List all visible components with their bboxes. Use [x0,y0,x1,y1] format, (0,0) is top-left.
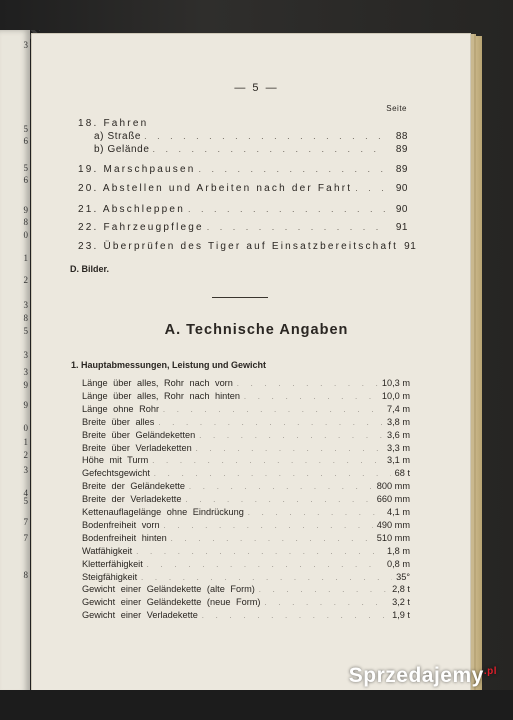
left-page-number: 6 [23,136,28,146]
spec-value: 10,3 m [381,378,410,388]
left-page-number: 3 [23,40,28,50]
spec-label: Gefechtsgewicht [82,468,150,479]
seite-label: Seite [386,104,407,113]
left-page-number: 3 [23,367,28,377]
spec-label: Watfähigkeit [82,545,133,556]
spec-label: Breite über Verladeketten [82,442,192,453]
toc-entry-title: 22. Fahrzeugpflege [78,222,204,233]
spec-label: Gewicht einer Geländekette (alte Form) [82,584,255,595]
leader-dots [185,497,372,504]
left-page-number: 9 [23,380,28,390]
left-page-number: 2 [23,275,28,285]
leader-dots [154,471,391,478]
leader-dots [141,575,392,582]
left-page-number: 9 [23,400,28,410]
spec-row [82,417,410,430]
spec-label: Länge über alles, Rohr nach hinten [82,390,241,401]
spec-value: 1,9 t [392,610,410,621]
spec-value: 3,2 t [392,597,410,608]
toc-entry-page: 90 [395,204,408,215]
leader-dots [152,458,383,465]
leader-dots [189,484,373,491]
leader-dots [147,562,383,569]
toc-entry [78,164,408,178]
toc-entry [78,183,408,197]
leader-dots [171,536,373,543]
left-page-number: 5 [23,163,28,173]
left-page-number: 1 [23,253,28,263]
spec-row [82,584,410,597]
spec-row [82,597,410,610]
toc-entry-page: 90 [395,183,408,194]
leader-dots [144,131,387,141]
leader-dots [355,183,387,193]
spec-row [82,430,410,443]
toc-entry-title: 20. Abstellen und Arbeiten nach der Fahrt [78,183,353,194]
bottom-band [0,690,513,720]
left-page-number: 7 [23,517,28,527]
left-page-number: 3 [23,350,28,360]
left-page-number: 2 [23,450,28,460]
left-page-number: 7 [23,533,28,543]
spec-label: Kletterfähigkeit [82,558,143,569]
spec-row [82,507,410,520]
leader-dots [207,222,387,232]
spec-row [82,455,410,468]
subsection-title: 1. Hauptabmessungen, Leistung und Gewicht [71,360,267,370]
spec-value: 4,1 m [387,507,410,517]
spec-row [82,520,410,533]
spec-row [82,533,410,546]
left-page-number: 0 [23,230,28,240]
spec-value: 3,3 m [387,442,410,453]
left-page-number: 5 [23,496,28,506]
left-page-number: 5 [23,124,28,134]
leader-dots [199,433,383,440]
left-page-number: 8 [23,217,28,227]
spec-label: Breite der Verladekette [82,494,182,505]
spec-value: 3,6 m [387,429,410,440]
spec-label: Breite über Geländeketten [82,429,196,440]
left-page-number: 4 [23,488,28,498]
left-page-number: 6 [23,175,28,185]
spec-row [82,391,410,404]
spec-row [82,468,410,481]
leader-dots [244,394,378,401]
toc-entry [78,118,408,132]
leader-dots [163,407,383,414]
left-page-number: 5 [23,326,28,336]
page-number: — 5 — [234,82,279,94]
watermark-logo [349,664,497,688]
toc-entry [78,204,408,218]
toc-entry-title: b) Gelände [94,144,150,155]
spec-row [82,610,410,623]
left-page-number: 3 [23,300,28,310]
toc-entry [94,144,408,158]
section-title: A. Technische Angaben [164,322,349,338]
spec-value: 510 mm [376,532,410,543]
leader-dots [152,144,387,154]
toc-entry [78,222,408,236]
toc-entry-page: 89 [395,144,408,155]
leader-dots [237,381,378,388]
toc-entry-page: 88 [395,131,408,142]
toc-entry [78,241,417,255]
toc-entry-title: 23. Überprüfen des Tiger auf Einsatzbereitschaft [78,241,399,252]
spec-label: Breite der Geländekette [82,481,186,492]
spec-row [82,546,410,559]
leader-dots [188,204,387,214]
spec-label: Gewicht einer Verladekette [82,610,198,621]
left-page-number: 0 [23,423,28,433]
leader-dots [198,164,387,174]
spec-label: Bodenfreiheit hinten [82,532,167,543]
toc-entry [94,131,408,145]
spec-label: Länge über alles, Rohr nach vorn [82,378,233,388]
watermark-text: Sprzedajemy [348,664,484,687]
toc-entry-title: a) Straße [94,131,142,142]
watermark-suffix: .pl [483,666,497,677]
leader-dots [264,600,388,607]
spec-value: 0,8 m [387,558,410,569]
spec-label: Kettenauflagelänge ohne Eindrückung [82,507,244,517]
spec-value: 800 mm [376,481,410,492]
spec-value: 1,8 m [387,545,410,556]
spec-value: 2,8 t [392,584,410,595]
spec-row [82,443,410,456]
spec-row [82,494,410,507]
spec-value: 7,4 m [387,403,410,414]
spec-row [82,572,410,585]
spec-row [82,559,410,572]
toc-entry-title: 18. Fahren [78,118,149,129]
left-page-number: 8 [23,313,28,323]
leader-dots [259,587,388,594]
spec-row [82,378,410,391]
toc-entry-page: 91 [404,241,417,252]
divider [212,297,268,298]
toc-entry-title: 19. Marschpausen [78,164,196,175]
toc-entry-page: 91 [395,222,408,233]
spec-value: 490 mm [376,519,410,530]
left-page-strip [0,30,30,695]
leader-dots [158,420,383,427]
spec-value: 10,0 m [381,390,410,401]
spec-label: Gewicht einer Geländekette (neue Form) [82,597,261,608]
leader-dots [202,613,388,620]
spec-label: Steigfähigkeit [82,571,138,582]
spec-row [82,481,410,494]
left-page-number: 9 [23,205,28,215]
toc-bilder: D. Bilder. [70,264,110,274]
toc-entry-title: 21. Abschleppen [78,204,185,215]
toc-entry-page: 89 [395,164,408,175]
leader-dots [248,510,383,517]
leader-dots [136,549,383,556]
spec-label: Höhe mit Turm [82,455,149,466]
spec-label: Länge ohne Rohr [82,403,160,414]
page-edge [470,36,482,690]
left-page-number: 3 [23,465,28,475]
leader-dots [164,523,373,530]
spec-value: 68 t [394,468,410,479]
spec-value: 35° [396,571,410,582]
left-page-number: 8 [23,570,28,580]
left-page-number: 1 [23,437,28,447]
spec-label: Bodenfreiheit vorn [82,519,160,530]
spec-row [82,404,410,417]
leader-dots [196,446,383,453]
spec-value: 3,8 m [387,416,410,427]
spec-value: 660 mm [376,494,410,505]
spec-value: 3,1 m [387,455,410,466]
spec-label: Breite über alles [82,416,155,427]
